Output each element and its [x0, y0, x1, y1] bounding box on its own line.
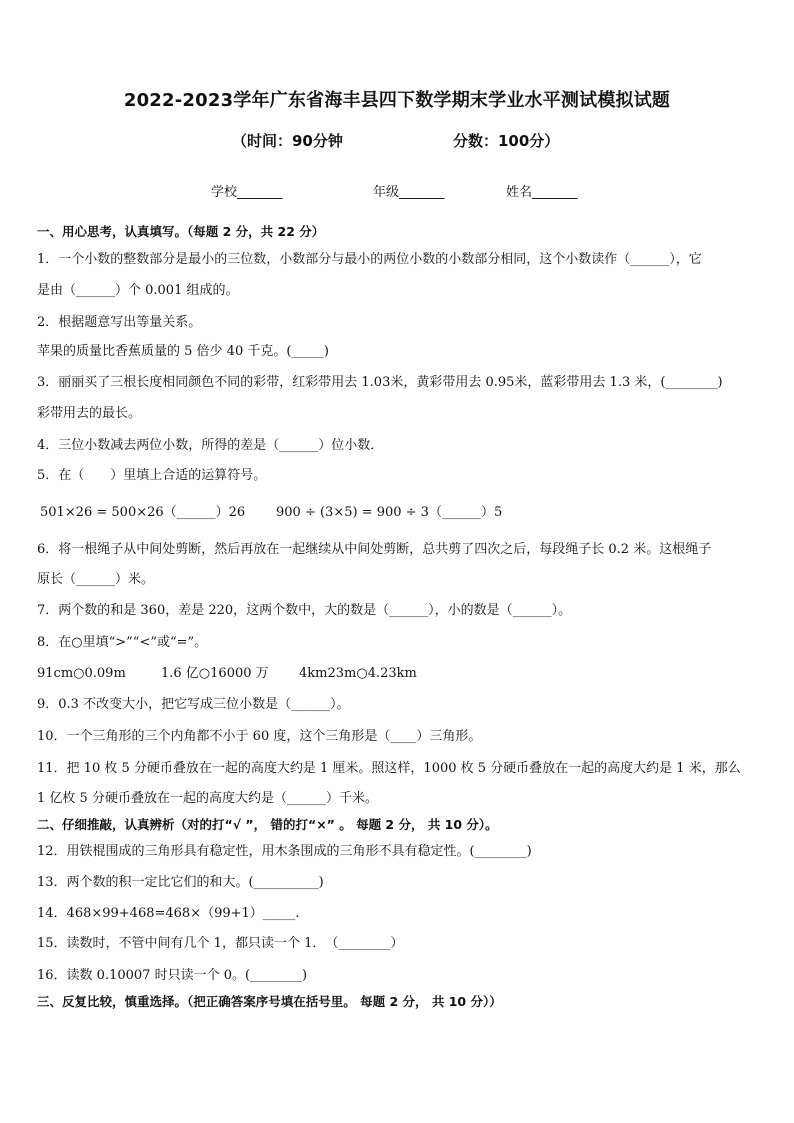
- q8-item-3: 4km23m○4.23km: [299, 666, 417, 681]
- q3-line2: 彩带用去的最长。: [37, 406, 142, 421]
- grade-field: 年级_______: [373, 185, 445, 200]
- q11-line1: 11．把 10 枚 5 分硬币叠放在一起的高度大约是 1 厘米。照这样，1000 枚 5 分硬币叠放在一起的高度大约是 1 米，那么: [37, 761, 741, 776]
- page-title: 2022-2023学年广东省海丰县四下数学期末学业水平测试模拟试题: [123, 90, 671, 111]
- q5-expression-2: 900 ÷ (3×5) = 900 ÷ 3（______）5: [276, 505, 503, 520]
- q16-line: 16．读数 0.10007 时只读一个 0。(________): [37, 968, 308, 983]
- q1-line2: 是由（______）个 0.001 组成的。: [37, 283, 239, 298]
- q7-line: 7．两个数的和是 360，差是 220，这两个数中，大的数是（______），小的数是（______）。: [37, 603, 572, 618]
- q13-line: 13．两个数的积一定比它们的和大。(__________): [37, 875, 324, 890]
- q2-line1: 2．根据题意写出等量关系。: [37, 315, 202, 330]
- q4-line: 4．三位小数减去两位小数，所得的差是（______）位小数．: [37, 438, 384, 453]
- name-field: 姓名_______: [506, 185, 578, 200]
- q5-line1: 5．在（ ）里填上合适的运算符号。: [37, 468, 267, 483]
- q8-line1: 8．在○里填“>”“<”或“=”。: [37, 635, 208, 650]
- q3-line1: 3．丽丽买了三根长度相同颜色不同的彩带，红彩带用去 1.03米，黄彩带用去 0.95米，蓝彩带用去 1.3 米，(________): [37, 375, 723, 390]
- q8-item-2: 1.6 亿○16000 万: [161, 666, 269, 681]
- q8-item-1: 91cm○0.09m: [37, 666, 126, 681]
- q1-line1: 1．一个小数的整数部分是最小的三位数，小数部分与最小的两位小数的小数部分相同，这个小数读作（______），它: [37, 252, 702, 267]
- q10-line: 10．一个三角形的三个内角都不小于 60 度，这个三角形是（____）三角形。: [37, 729, 482, 744]
- q6-line1: 6．将一根绳子从中间处剪断，然后再放在一起继续从中间处剪断，总共剪了四次之后，每段绳子长 0.2 米。这根绳子: [37, 542, 712, 557]
- q2-line2: 苹果的质量比香蕉质量的 5 倍少 40 千克。(_____): [37, 344, 329, 359]
- time-info: （时间：90分钟: [232, 132, 343, 150]
- q12-line: 12．用铁棍围成的三角形具有稳定性，用木条围成的三角形不具有稳定性。(________): [37, 844, 532, 859]
- q14-line: 14．468×99+468=468×（99+1）_____.: [37, 906, 300, 921]
- q15-line: 15．读数时，不管中间有几个 1，都只读一个 1． （________）: [37, 936, 404, 951]
- school-field: 学校_______: [211, 185, 283, 200]
- q6-line2: 原长（______）米。: [37, 572, 155, 587]
- q9-line: 9．0.3 不改变大小，把它写成三位小数是（______）。: [37, 697, 350, 712]
- section1-heading: 一、用心思考，认真填写。（每题 2 分，共 22 分）: [37, 224, 325, 239]
- q11-line2: 1 亿枚 5 分硬币叠放在一起的高度大约是（______）千米。: [37, 791, 378, 806]
- section2-heading: 二、仔细推敲，认真辨析（对的打“√ ”， 错的打“×” 。 每题 2 分， 共 10 分）。: [37, 817, 498, 832]
- q5-expression-1: 501×26 = 500×26（______）26: [40, 505, 246, 520]
- score-info: 分数：100分）: [453, 132, 560, 150]
- section3-heading: 三、反复比较，慎重选择。（把正确答案序号填在括号里。 每题 2 分， 共 10 分））: [37, 994, 502, 1009]
